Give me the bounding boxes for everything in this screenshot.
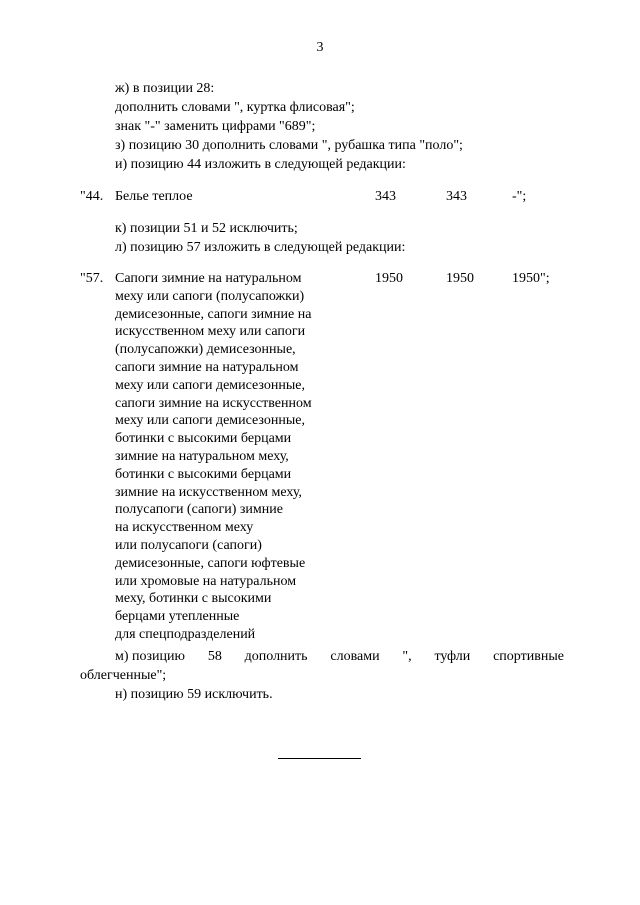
amendment-line: и) позицию 44 изложить в следующей редакции: <box>115 157 406 172</box>
item-name-line: меху, ботинки с высокими <box>115 591 272 607</box>
amendment-block-c <box>80 648 564 705</box>
amendment-line: к) позиции 51 и 52 исключить; <box>115 221 298 236</box>
item-name-line: на искусственном меху <box>115 520 254 536</box>
amendment-line: ж) в позиции 28: <box>115 81 215 96</box>
item-name-line: искусственном меху или сапоги <box>115 324 306 340</box>
justified-word: 58 <box>207 649 222 664</box>
value-1: 1950 <box>375 271 403 286</box>
value-2: 1950 <box>446 271 474 286</box>
item-name-line: зимние на искусственном меху, <box>115 484 302 500</box>
item-name: Белье теплое <box>115 189 193 204</box>
item-name-line: берцами утепленные <box>115 609 240 625</box>
item-name-line: меху или сапоги демисезонные, <box>115 377 305 393</box>
item-name-line: меху или сапоги (полусапожки) <box>115 288 305 304</box>
item-name-line: Сапоги зимние на натуральном <box>115 271 302 286</box>
amendment-block-a <box>115 80 463 175</box>
item-name-line: сапоги зимние на искусственном <box>115 395 312 411</box>
amendment-block-b <box>115 220 405 258</box>
position-number: "57. <box>80 271 104 286</box>
item-name-line: или хромовые на натуральном <box>115 573 297 589</box>
justified-word: м) позицию <box>115 649 185 664</box>
end-divider <box>278 758 361 759</box>
item-name-line: или полусапоги (сапоги) <box>115 537 262 553</box>
item-name-line: для спецподразделений <box>115 626 256 642</box>
value-3: 1950"; <box>512 271 550 286</box>
item-name-line: зимние на натуральном меху, <box>115 448 289 464</box>
page-number: 3 <box>316 40 324 55</box>
justified-word: спортивные <box>493 649 564 664</box>
justified-word: ", <box>402 649 412 664</box>
item-name <box>115 270 312 644</box>
item-name-line: сапоги зимние на натуральном <box>115 359 299 375</box>
justified-word: словами <box>330 649 380 664</box>
value-3: -"; <box>512 189 527 204</box>
item-name-line: (полусапожки) демисезонные, <box>115 342 296 358</box>
amendment-line: облегченные"; <box>80 668 167 683</box>
justified-line <box>80 648 564 667</box>
item-name-line: демисезонные, сапоги зимние на <box>115 306 312 322</box>
value-1: 343 <box>375 189 396 204</box>
justified-word: туфли <box>434 649 471 664</box>
item-name-line: полусапоги (сапоги) зимние <box>115 502 283 518</box>
item-name-line: ботинки с высокими берцами <box>115 431 292 447</box>
value-2: 343 <box>446 189 467 204</box>
item-name-line: ботинки с высокими берцами <box>115 466 292 482</box>
position-number: "44. <box>80 189 104 204</box>
amendment-line: знак "-" заменить цифрами "689"; <box>115 119 316 134</box>
justified-word: дополнить <box>244 649 308 664</box>
amendment-line: л) позицию 57 изложить в следующей редакции: <box>115 240 406 255</box>
amendment-line: н) позицию 59 исключить. <box>115 687 273 702</box>
amendment-line: дополнить словами ", куртка флисовая"; <box>115 100 355 115</box>
item-name-line: демисезонные, сапоги юфтевые <box>115 555 306 571</box>
amendment-line: з) позицию 30 дополнить словами ", рубашка типа "поло"; <box>115 138 463 153</box>
item-name-line: меху или сапоги демисезонные, <box>115 413 305 429</box>
